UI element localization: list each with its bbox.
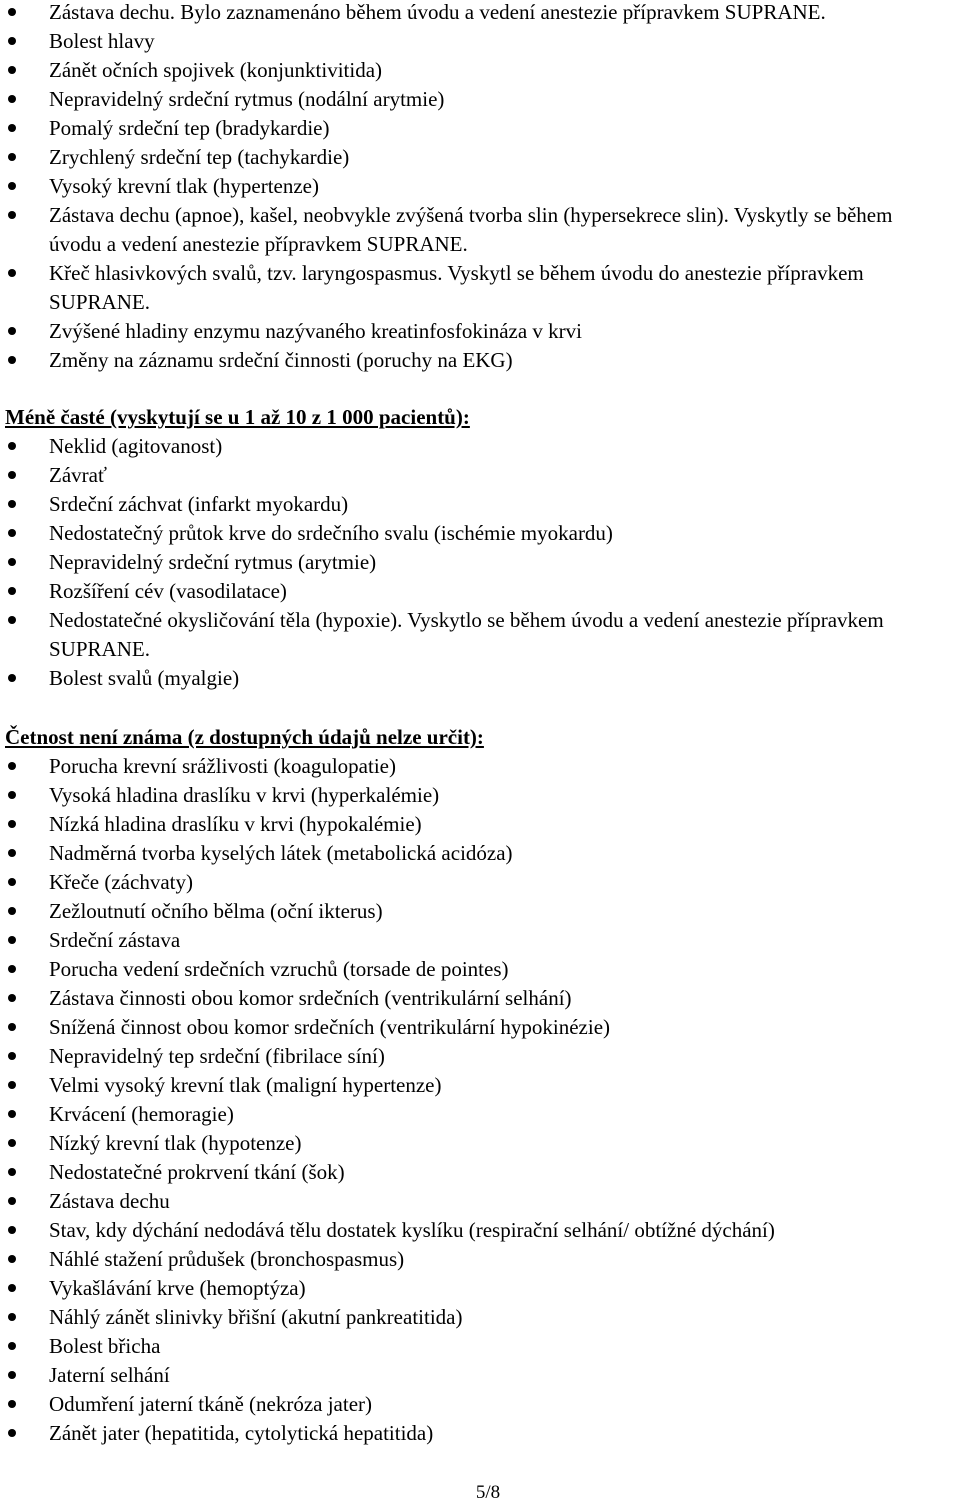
list-item	[0, 27, 940, 56]
bullet-icon	[8, 124, 16, 132]
list-item	[0, 172, 940, 201]
bullet-icon	[8, 66, 16, 74]
bullet-icon	[8, 529, 16, 537]
list-item	[0, 1245, 940, 1274]
bullet-icon	[8, 1110, 16, 1118]
bullet-icon	[8, 849, 16, 857]
list-item	[0, 259, 940, 317]
adverse-effects-list-continued	[0, 0, 940, 375]
list-item-text: Srdeční zástava	[49, 928, 181, 952]
list-item	[0, 1187, 940, 1216]
section-heading-unknown-frequency: Četnost není známa (z dostupných údajů nelze určit):	[5, 725, 484, 749]
list-item-text: Vysoký krevní tlak (hypertenze)	[49, 174, 319, 198]
bullet-icon	[8, 1023, 16, 1031]
bullet-icon	[8, 153, 16, 161]
list-item	[0, 114, 940, 143]
list-item-text: Bolest svalů (myalgie)	[49, 666, 240, 690]
bullet-icon	[8, 907, 16, 915]
bullet-icon	[8, 1400, 16, 1408]
list-item	[0, 56, 940, 85]
list-item	[0, 1158, 940, 1187]
list-item-text: Vykašlávání krve (hemoptýza)	[49, 1276, 306, 1300]
list-item-text: Jaterní selhání	[49, 1363, 170, 1387]
list-item-text: Náhlý zánět slinivky břišní (akutní pankreatitida)	[49, 1305, 463, 1329]
bullet-icon	[8, 95, 16, 103]
bullet-icon	[8, 1081, 16, 1089]
bullet-icon	[8, 674, 16, 682]
bullet-icon	[8, 1284, 16, 1292]
bullet-icon	[8, 1197, 16, 1205]
bullet-icon	[8, 965, 16, 973]
list-item-text: Zánět očních spojivek (konjunktivitida)	[49, 58, 383, 82]
list-item-text: Nepravidelný srdeční rytmus (nodální arytmie)	[49, 87, 445, 111]
list-item-text: Zvýšené hladiny enzymu nazývaného kreatinfosfokináza v krvi	[49, 319, 582, 343]
list-item	[0, 0, 940, 27]
bullet-icon	[8, 211, 16, 219]
list-item	[0, 955, 940, 984]
list-item	[0, 519, 940, 548]
list-item	[0, 1129, 940, 1158]
list-item-text: Rozšíření cév (vasodilatace)	[49, 579, 287, 603]
list-item	[0, 926, 940, 955]
list-item	[0, 606, 940, 664]
bullet-icon	[8, 8, 16, 16]
list-item-text: Velmi vysoký krevní tlak (maligní hypertenze)	[49, 1073, 442, 1097]
list-item	[0, 1332, 940, 1361]
list-item-text: Zástava dechu (apnoe), kašel, neobvykle zvýšená tvorba slin (hypersekrece slin). Vyskytly se během úvodu a vedení anestezie přípravkem SUPRANE.	[49, 203, 893, 256]
adverse-effects-list-uncommon	[0, 432, 940, 693]
list-item	[0, 1071, 940, 1100]
list-item	[0, 1274, 940, 1303]
list-item-text: Zánět jater (hepatitida, cytolytická hepatitida)	[49, 1421, 434, 1445]
list-item	[0, 548, 940, 577]
bullet-icon	[8, 356, 16, 364]
page-number: 5/8	[475, 1482, 501, 1503]
section-heading-uncommon: Méně časté (vyskytují se u 1 až 10 z 1 000 pacientů):	[5, 405, 470, 429]
list-item-text: Zežloutnutí očního bělma (oční ikterus)	[49, 899, 383, 923]
bullet-icon	[8, 1226, 16, 1234]
list-item-text: Bolest hlavy	[49, 29, 155, 53]
list-item-text: Křeč hlasivkových svalů, tzv. laryngospasmus. Vyskytl se během úvodu do anestezie přípravkem SUPRANE.	[49, 261, 864, 314]
list-item-text: Nedostatečný průtok krve do srdečního svalu (ischémie myokardu)	[49, 521, 613, 545]
bullet-icon	[8, 500, 16, 508]
bullet-icon	[8, 1139, 16, 1147]
list-item	[0, 810, 940, 839]
bullet-icon	[8, 616, 16, 624]
bullet-icon	[8, 820, 16, 828]
list-item-text: Neklid (agitovanost)	[49, 434, 223, 458]
list-item	[0, 201, 940, 259]
list-item-text: Odumření jaterní tkáně (nekróza jater)	[49, 1392, 373, 1416]
bullet-icon	[8, 1313, 16, 1321]
bullet-icon	[8, 182, 16, 190]
bullet-icon	[8, 1052, 16, 1060]
list-item-text: Nepravidelný tep srdeční (fibrilace síní)	[49, 1044, 385, 1068]
bullet-icon	[8, 762, 16, 770]
list-item	[0, 839, 940, 868]
list-item	[0, 1013, 940, 1042]
list-item	[0, 1216, 940, 1245]
bullet-icon	[8, 587, 16, 595]
list-item-text: Křeče (záchvaty)	[49, 870, 193, 894]
list-item	[0, 1100, 940, 1129]
list-item	[0, 1419, 940, 1448]
list-item-text: Zrychlený srdeční tep (tachykardie)	[49, 145, 350, 169]
list-item	[0, 868, 940, 897]
list-item	[0, 1042, 940, 1071]
list-item	[0, 781, 940, 810]
list-item-text: Porucha vedení srdečních vzruchů (torsade de pointes)	[49, 957, 509, 981]
list-item	[0, 984, 940, 1013]
bullet-icon	[8, 936, 16, 944]
list-item-text: Náhlé stažení průdušek (bronchospasmus)	[49, 1247, 405, 1271]
list-item-text: Bolest břicha	[49, 1334, 161, 1358]
bullet-icon	[8, 1429, 16, 1437]
list-item	[0, 85, 940, 114]
list-item	[0, 143, 940, 172]
list-item-text: Krvácení (hemoragie)	[49, 1102, 234, 1126]
bullet-icon	[8, 558, 16, 566]
list-item-text: Porucha krevní srážlivosti (koagulopatie)	[49, 754, 396, 778]
bullet-icon	[8, 327, 16, 335]
list-item-text: Nedostatečné okysličování těla (hypoxie). Vyskytlo se během úvodu a vedení anestezie přípravkem SUPRANE.	[49, 608, 884, 661]
list-item	[0, 577, 940, 606]
list-item-text: Nedostatečné prokrvení tkání (šok)	[49, 1160, 345, 1184]
bullet-icon	[8, 878, 16, 886]
bullet-icon	[8, 269, 16, 277]
adverse-effects-list-unknown-frequency	[0, 752, 940, 1448]
list-item	[0, 1303, 940, 1332]
bullet-icon	[8, 1342, 16, 1350]
bullet-icon	[8, 1371, 16, 1379]
bullet-icon	[8, 994, 16, 1002]
list-item-text: Zástava dechu. Bylo zaznamenáno během úvodu a vedení anestezie přípravkem SUPRANE.	[49, 0, 826, 24]
list-item-text: Vysoká hladina draslíku v krvi (hyperkalémie)	[49, 783, 440, 807]
list-item	[0, 346, 940, 375]
list-item-text: Stav, kdy dýchání nedodává tělu dostatek kyslíku (respirační selhání/ obtížné dýchání)	[49, 1218, 775, 1242]
list-item	[0, 897, 940, 926]
list-item-text: Nepravidelný srdeční rytmus (arytmie)	[49, 550, 377, 574]
bullet-icon	[8, 791, 16, 799]
bullet-icon	[8, 442, 16, 450]
list-item-text: Závrať	[49, 463, 107, 487]
list-item-text: Nízká hladina draslíku v krvi (hypokalémie)	[49, 812, 422, 836]
list-item	[0, 432, 940, 461]
bullet-icon	[8, 471, 16, 479]
list-item-text: Změny na záznamu srdeční činnosti (poruchy na EKG)	[49, 348, 513, 372]
list-item	[0, 1361, 940, 1390]
list-item-text: Srdeční záchvat (infarkt myokardu)	[49, 492, 349, 516]
list-item-text: Zástava činnosti obou komor srdečních (ventrikulární selhání)	[49, 986, 572, 1010]
list-item-text: Zástava dechu	[49, 1189, 170, 1213]
bullet-icon	[8, 1168, 16, 1176]
list-item	[0, 1390, 940, 1419]
list-item-text: Snížená činnost obou komor srdečních (ventrikulární hypokinézie)	[49, 1015, 611, 1039]
list-item	[0, 461, 940, 490]
list-item-text: Pomalý srdeční tep (bradykardie)	[49, 116, 330, 140]
bullet-icon	[8, 1255, 16, 1263]
list-item	[0, 490, 940, 519]
list-item	[0, 317, 940, 346]
list-item	[0, 664, 940, 693]
list-item	[0, 752, 940, 781]
bullet-icon	[8, 37, 16, 45]
list-item-text: Nadměrná tvorba kyselých látek (metabolická acidóza)	[49, 841, 513, 865]
list-item-text: Nízký krevní tlak (hypotenze)	[49, 1131, 302, 1155]
